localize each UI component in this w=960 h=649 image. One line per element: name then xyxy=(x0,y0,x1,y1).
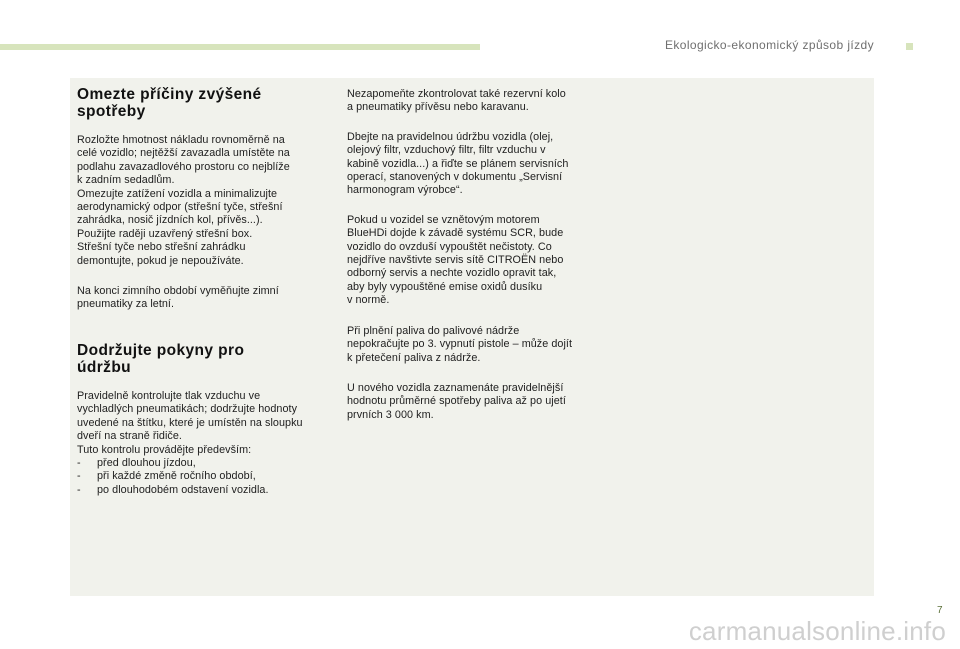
list-item-text: před dlouhou jízdou, xyxy=(97,456,196,469)
text-line: kabině vozidla...) a řiďte se plánem servisních xyxy=(347,157,569,170)
heading-line: Dodržujte pokyny pro xyxy=(77,341,245,359)
page-header-title: Ekologicko-ekonomický způsob jízdy xyxy=(664,38,874,52)
text-line: nejdříve navštivte servis sítě CITROËN nebo xyxy=(347,254,564,267)
page-number: 7 xyxy=(937,605,943,616)
text-line: olejový filtr, vzduchový filtr, filtr vzduchu v xyxy=(347,144,546,157)
paragraph-new-vehicle xyxy=(347,382,607,422)
text-line: v normě. xyxy=(347,294,390,307)
text-line: k přetečení paliva z nádrže. xyxy=(347,351,481,364)
header-accent-bar xyxy=(0,44,480,50)
text-line: Střešní tyče nebo střešní zahrádku xyxy=(77,241,246,254)
text-line: Použijte raději uzavřený střešní box. xyxy=(77,227,253,240)
text-line: Na konci zimního období vyměňujte zimní xyxy=(77,285,279,298)
header-square-marker xyxy=(906,43,913,50)
text-line: uvedené na štítku, které je umístěn na sloupku xyxy=(77,416,303,429)
text-line: k zadním sedadlům. xyxy=(77,174,175,187)
list-item xyxy=(77,470,327,483)
text-line: aerodynamický odpor (střešní tyče, střešní xyxy=(77,201,283,214)
text-line: Omezujte zatížení vozidla a minimalizujte xyxy=(77,187,278,200)
text-line: nepokračujte po 3. vypnutí pistole – může dojít xyxy=(347,338,573,351)
text-line: odborný servis a nechte vozidlo opravit tak, xyxy=(347,267,557,280)
text-line: vozidlo do ovzduší vypouštět nečistoty. Co xyxy=(347,240,552,253)
watermark-logo: carmanualsonline.info xyxy=(688,616,946,646)
text-line: operací, stanovených v dokumentu „Servisní xyxy=(347,171,563,184)
text-line: Pokud u vozidel se vznětovým motorem xyxy=(347,213,540,226)
text-line: pneumatiky za letní. xyxy=(77,298,175,311)
text-line: Rozložte hmotnost nákladu rovnoměrně na xyxy=(77,134,285,146)
text-line: dveří na straně řidiče. xyxy=(77,430,182,443)
text-line: zahrádka, nosič jízdních kol, přívěs...). xyxy=(77,214,263,227)
text-line: podlahu zavazadlového prostoru co nejblíže xyxy=(77,160,290,173)
text-line: harmonogram výrobce“. xyxy=(347,184,463,197)
text-line: Nezapomeňte zkontrolovat také rezervní kolo xyxy=(347,88,566,100)
right-column xyxy=(347,86,607,422)
section-heading-maintenance xyxy=(77,342,327,376)
text-line: Dbejte na pravidelnou údržbu vozidla (olej, xyxy=(347,130,554,143)
text-line: Tuto kontrolu provádějte především: xyxy=(77,443,252,456)
text-line: a pneumatiky přívěsu nebo karavanu. xyxy=(347,101,529,114)
text-line: BlueHDi dojde k závadě systému SCR, bude xyxy=(347,227,564,240)
list-bullet: - xyxy=(77,456,81,469)
list-item xyxy=(77,484,327,497)
list-bullet: - xyxy=(77,483,81,496)
heading-line: spotřeby xyxy=(77,103,146,120)
list-bullet: - xyxy=(77,470,81,483)
paragraph-load-distribution xyxy=(77,134,327,268)
text-line: Při plnění paliva do palivové nádrže xyxy=(347,324,520,337)
text-line: demontujte, pokud je nepoužíváte. xyxy=(77,254,244,267)
list-item-text: po dlouhodobém odstavení vozidla. xyxy=(97,483,269,496)
text-line: celé vozidlo; nejtěžší zavazadla umístěte na xyxy=(77,147,290,160)
list-item xyxy=(77,457,327,470)
paragraph-spare-wheel xyxy=(347,88,607,115)
paragraph-regular-maintenance xyxy=(347,131,607,198)
text-line: vychladlých pneumatikách; dodržujte hodnoty xyxy=(77,403,298,416)
list-item-text: při každé změně ročního období, xyxy=(97,470,256,483)
paragraph-scr-fault xyxy=(347,214,607,308)
heading-line: Omezte příčiny zvýšené xyxy=(77,86,262,103)
text-line: Pravidelně kontrolujte tlak vzduchu ve xyxy=(77,389,261,402)
content-panel xyxy=(70,78,874,596)
paragraph-tyre-pressure xyxy=(77,390,327,497)
heading-line: údržbu xyxy=(77,358,132,376)
left-column xyxy=(77,86,327,497)
section-heading-consumption xyxy=(77,86,327,120)
text-line: prvních 3 000 km. xyxy=(347,408,434,421)
text-line: hodnotu průměrné spotřeby paliva až po ujetí xyxy=(347,395,566,408)
text-line: U nového vozidla zaznamenáte pravidelnější xyxy=(347,381,564,394)
paragraph-winter-tyres xyxy=(77,285,327,312)
text-line: aby byly vypouštěné emise oxidů dusíku xyxy=(347,280,543,293)
paragraph-refuelling xyxy=(347,325,607,365)
